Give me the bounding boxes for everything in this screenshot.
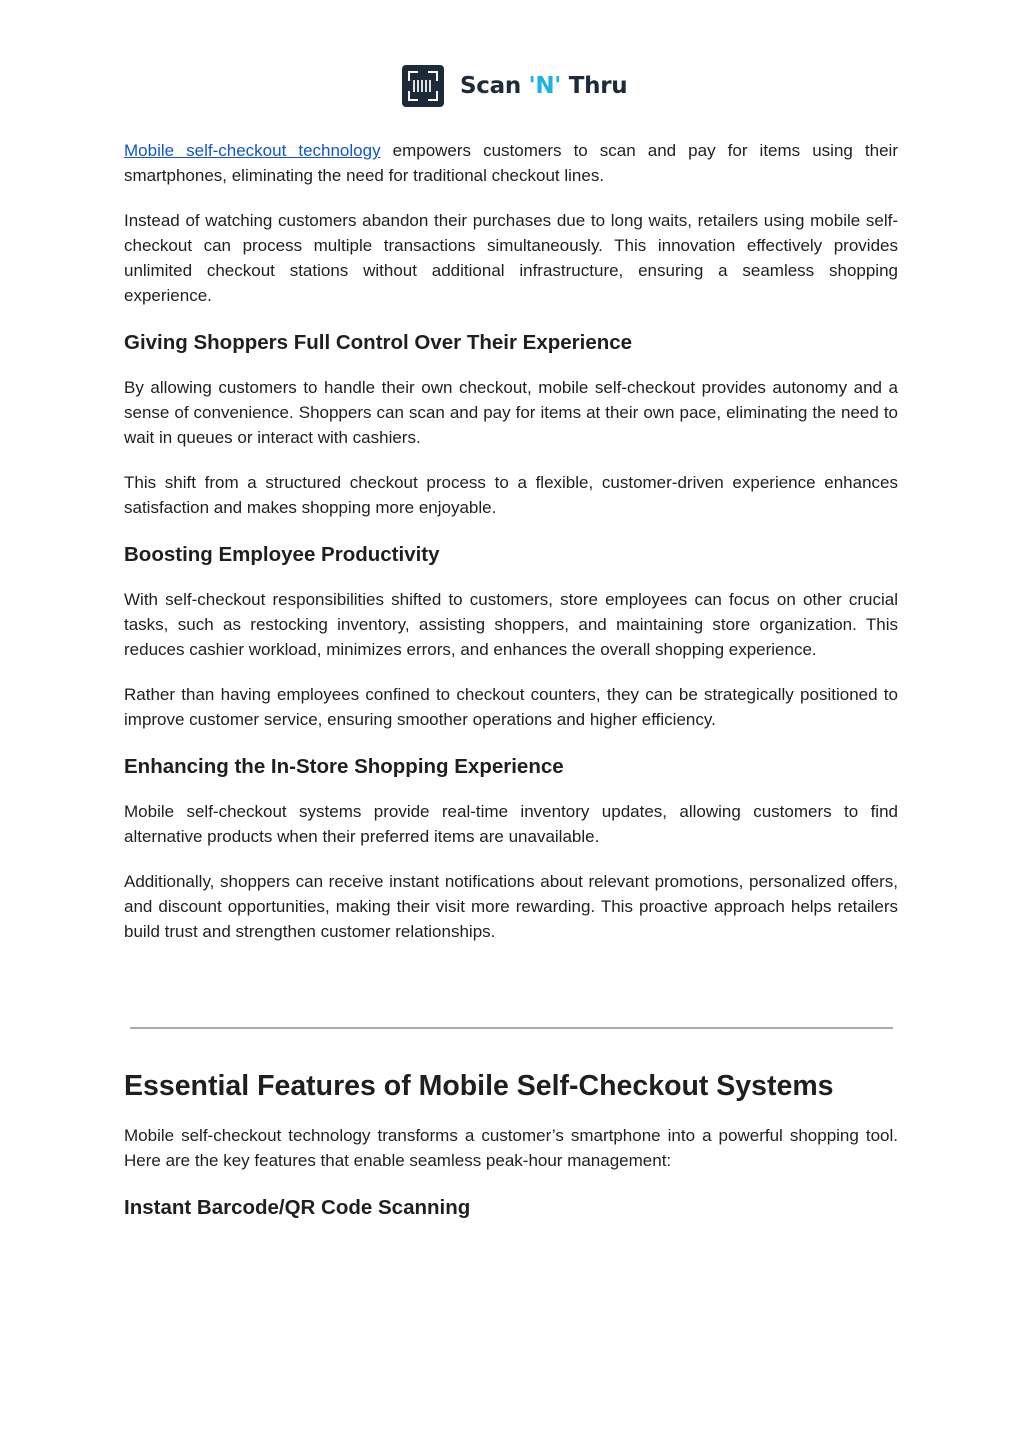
intro-paragraph-2: Instead of watching customers abandon their purchases due to long waits, retailers using mobile self-checkout can process multiple transactions simultaneously. This innovation effectively provides unlimited checkout stations without additional infrastructure, ensuring a seamless shopping experience. bbox=[124, 211, 898, 305]
features-section bbox=[124, 1066, 898, 1240]
self-checkout-link[interactable]: Mobile self-checkout technology bbox=[124, 141, 381, 160]
intro-paragraph-1: Mobile self-checkout technology empowers customers to scan and pay for items using their smartphones, eliminating the need for traditional checkout lines. bbox=[124, 141, 898, 185]
horizontal-divider bbox=[130, 1027, 893, 1029]
section-heading-productivity: Boosting Employee Productivity bbox=[124, 543, 440, 566]
brand-name: Scan 'N' Thru bbox=[460, 73, 628, 99]
features-intro: Mobile self-checkout technology transforms a customer’s smartphone into a powerful shopping tool. Here are the key features that enable seamless peak-hour management: bbox=[124, 1126, 898, 1170]
features-title: Essential Features of Mobile Self-Checkout Systems bbox=[124, 1070, 834, 1102]
barcode-scan-icon bbox=[402, 65, 444, 107]
section-paragraph: Additionally, shoppers can receive instant notifications about relevant promotions, personalized offers, and discount opportunities, making their visit more rewarding. This proactive approach helps retailers build trust and strengthen customer relationships. bbox=[124, 872, 898, 941]
section-paragraph: This shift from a structured checkout process to a flexible, customer-driven experience enhances satisfaction and makes shopping more enjoyable. bbox=[124, 473, 898, 517]
section-paragraph: With self-checkout responsibilities shifted to customers, store employees can focus on other crucial tasks, such as restocking inventory, assisting shoppers, and maintaining store organization. This reduces cashier workload, minimizes errors, and enhances the overall shopping experience. bbox=[124, 590, 898, 659]
section-heading-in-store: Enhancing the In-Store Shopping Experience bbox=[124, 755, 564, 778]
features-subheading: Instant Barcode/QR Code Scanning bbox=[124, 1196, 471, 1219]
section-paragraph: Mobile self-checkout systems provide real-time inventory updates, allowing customers to find alternative products when their preferred items are unavailable. bbox=[124, 802, 898, 846]
article-body bbox=[124, 138, 898, 964]
brand-logo bbox=[402, 65, 627, 107]
section-paragraph: Rather than having employees confined to checkout counters, they can be strategically positioned to improve customer service, ensuring smoother operations and higher efficiency. bbox=[124, 685, 898, 729]
section-paragraph: By allowing customers to handle their own checkout, mobile self-checkout provides autonomy and a sense of convenience. Shoppers can scan and pay for items at their own pace, eliminating the need to wait in queues or interact with cashiers. bbox=[124, 378, 898, 447]
section-heading-control: Giving Shoppers Full Control Over Their Experience bbox=[124, 331, 633, 354]
